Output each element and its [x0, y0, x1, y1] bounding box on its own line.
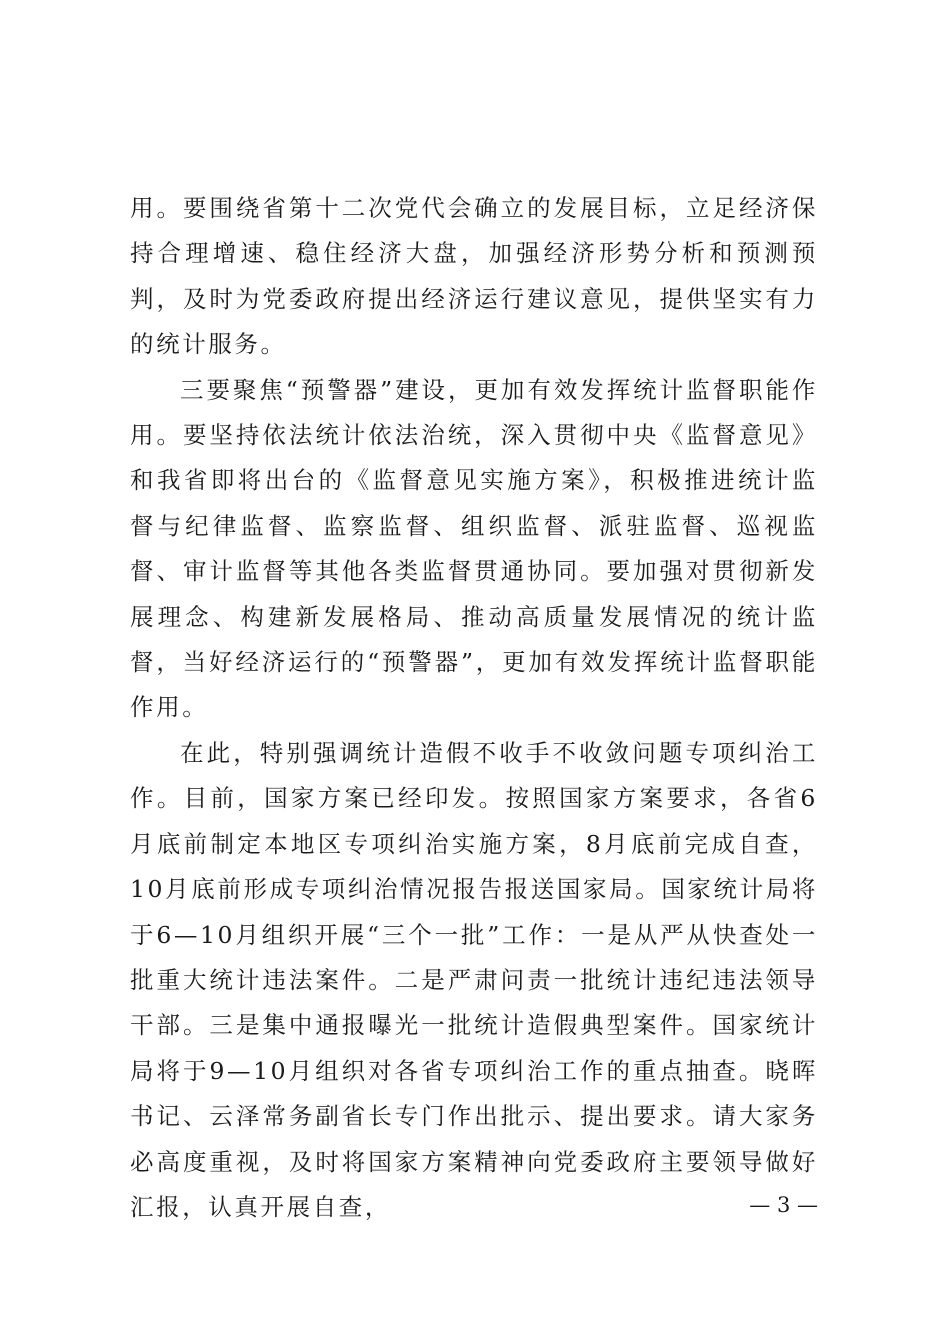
- page-number: — 3 —: [749, 1193, 818, 1217]
- paragraph-2: 三要聚焦“预警器”建设，更加有效发挥统计监督职能作用。要坚持依法统计依法治统，深入贯彻中央《监督意见》和我省即将出台的《监督意见实施方案》，积极推进统计监督与纪律监督、监察监督、组织监督、派驻监督、巡视监督、审计监督等其他各类监督贯通协同。要加强对贯彻新发展理念、构建新发展格局、推动高质量发展情况的统计监督，当好经济运行的“预警器”，更加有效发挥统计监督职能作用。: [130, 375, 818, 722]
- paragraph-3: 在此，特别强调统计造假不收手不收敛问题专项纠治工作。目前，国家方案已经印发。按照国家方案要求，各省6月底前制定本地区专项纠治实施方案，8月底前完成自查，10月底前形成专项纠治情况报告报送国家局。国家统计局将于6—10月组织开展“三个一批”工作：一是从严从快查处一批重大统计违法案件。二是严肃问责一批统计违纪违法领导干部。三是集中通报曝光一批统计造假典型案件。国家统计局将于9—10月组织对各省专项纠治工作的重点抽查。晓晖书记、云泽常务副省长专门作出批示、提出要求。请大家务必高度重视，及时将国家方案精神向党委政府主要领导做好汇报，认真开展自查，: [130, 738, 818, 1221]
- paragraph-1: 用。要围绕省第十二次党代会确立的发展目标，立足经济保持合理增速、稳住经济大盘，加强经济形势分析和预测预判，及时为党委政府提出经济运行建议意见，提供坚实有力的统计服务。: [130, 194, 818, 359]
- document-body: [130, 186, 818, 1230]
